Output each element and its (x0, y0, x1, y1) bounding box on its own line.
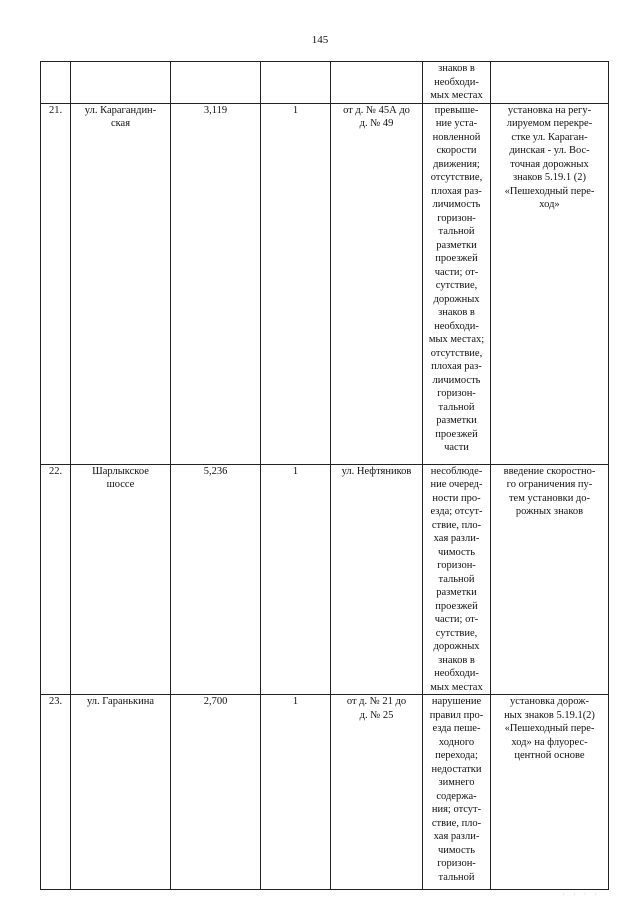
problem-line: движения; (433, 158, 480, 170)
row-number-value: 21. (48, 104, 63, 116)
row-number-value: 23. (48, 696, 63, 707)
section-cell (331, 103, 423, 464)
problem-line: перехода; (435, 750, 478, 761)
row-number-value: 22. (48, 465, 63, 477)
problem-line: необходи- (434, 320, 479, 332)
problem-line: ние уста- (435, 118, 478, 129)
problem-line: мых местах (430, 681, 483, 693)
lanes-cell (261, 103, 331, 464)
problem-line: разметки (436, 415, 477, 426)
problem-cell (423, 103, 491, 464)
measures-line: лируемом перекре- (506, 118, 593, 129)
measures-line: точная дорожных (510, 158, 589, 170)
problem-line: сутствие, (435, 280, 478, 291)
measures-cell (491, 464, 609, 695)
length-value: 5,236 (203, 465, 228, 477)
problem-line: скорости (436, 145, 477, 156)
problem-line: тальной (438, 871, 475, 883)
problem-line: плохая раз- (431, 185, 482, 197)
problem-line: проезжей (435, 600, 478, 612)
problem-line: горизон- (437, 858, 476, 869)
measures-line: го ограничения пу- (506, 479, 593, 490)
lanes-cell (261, 62, 331, 104)
problem-line: несоблюде- (430, 465, 483, 477)
measures-line: ход» на флуорес- (511, 736, 588, 748)
problem-line: горизон- (437, 388, 476, 399)
page-number: 145 (311, 34, 329, 46)
problem-line: ности про- (432, 492, 481, 504)
lanes-cell (261, 464, 331, 695)
problem-line: дорожных (433, 293, 480, 305)
problem-line: отсутствие, (430, 347, 483, 359)
problem-line: тальной (438, 226, 475, 237)
measures-line: ных знаков 5.19.1(2) (504, 709, 595, 721)
measures-line: динская - ул. Вос- (509, 145, 590, 156)
table-row (41, 464, 609, 695)
measures-cell (491, 695, 609, 890)
table-row (41, 62, 609, 104)
street-line: ская (110, 118, 131, 129)
length-cell (171, 103, 261, 464)
problem-line: зимнего (438, 777, 475, 788)
problem-line: разметки (436, 587, 477, 598)
length-value: 3,119 (203, 104, 228, 116)
problem-line: чимость (437, 546, 476, 558)
problem-line: горизон- (437, 560, 476, 571)
problem-line: мых местах (430, 90, 483, 101)
street-cell (71, 695, 171, 890)
section-line: от д. № 45А до (343, 104, 410, 116)
table-row (41, 695, 609, 890)
problem-line: части; от- (434, 614, 479, 625)
section-cell (331, 62, 423, 104)
section-line: д. № 49 (359, 118, 394, 129)
problem-line: нарушение (431, 696, 482, 707)
section-line: от д. № 21 до (346, 696, 407, 707)
measures-line: тем установки до- (508, 492, 591, 504)
problem-line: необходи- (434, 76, 479, 88)
row-number-cell (41, 464, 71, 695)
problem-line: мых местах; (428, 334, 485, 345)
problem-cell (423, 464, 491, 695)
problem-line: недостатки (431, 763, 482, 775)
section-line: ул. Нефтяников (341, 465, 412, 477)
problem-line: ние очеред- (430, 479, 483, 490)
problem-line: езда; отсут- (430, 506, 483, 517)
measures-line: введение скоростно- (503, 465, 596, 477)
problem-line: хая разли- (433, 533, 480, 544)
problem-line: проезжей (435, 428, 478, 440)
row-number-cell (41, 103, 71, 464)
road-safety-table (40, 61, 609, 890)
measures-line: установка дорож- (510, 696, 589, 707)
section-cell (331, 695, 423, 890)
street-line: шоссе (106, 479, 135, 490)
problem-line: тальной (438, 573, 475, 585)
problem-line: личимость (432, 374, 481, 386)
problem-line: разметки (436, 239, 477, 251)
problem-line: тальной (438, 401, 475, 413)
length-cell (171, 62, 261, 104)
lanes-value: 1 (292, 104, 299, 116)
problem-line: хая разли- (433, 831, 480, 842)
lanes-value: 1 (292, 696, 299, 707)
problem-line: дорожных (433, 641, 480, 652)
street-cell (71, 464, 171, 695)
problem-line: ходного (438, 736, 475, 748)
row-number-cell (41, 695, 71, 890)
problem-line: ствие, пло- (431, 519, 482, 531)
row-number-cell (41, 62, 71, 104)
street-line: Шарлыкское (92, 465, 149, 477)
measures-line: рожных знаков (515, 506, 584, 517)
measures-line: стке ул. Караган- (511, 131, 588, 143)
problem-line: части (444, 442, 469, 453)
problem-line: ния; отсут- (431, 804, 482, 815)
section-line: д. № 25 (359, 709, 394, 721)
table-row (41, 103, 609, 464)
measures-line: центной основе (514, 750, 585, 761)
measures-line: знаков 5.19.1 (2) (513, 172, 586, 183)
problem-line: знаков в (438, 654, 475, 666)
scan-artifact: · · · · (562, 890, 600, 899)
problem-cell (423, 62, 491, 104)
street-cell (71, 62, 171, 104)
measures-line: «Пешеходный пере- (504, 723, 595, 734)
measures-cell (491, 62, 609, 104)
section-cell (331, 464, 423, 695)
measures-line: установка на регу- (507, 104, 592, 116)
problem-line: новленной (432, 131, 481, 143)
problem-line: знаков в (438, 307, 475, 318)
measures-line: ход» (539, 199, 560, 210)
problem-line: содержа- (436, 790, 477, 802)
problem-line: чимость (437, 844, 476, 856)
problem-line: правил про- (429, 709, 484, 721)
street-cell (71, 103, 171, 464)
problem-line: отсутствие, (430, 172, 483, 183)
measures-cell (491, 103, 609, 464)
problem-line: знаков в (438, 63, 475, 74)
lanes-cell (261, 695, 331, 890)
length-value: 2,700 (203, 696, 228, 707)
problem-line: личимость (432, 199, 481, 210)
problem-line: горизон- (437, 212, 476, 224)
lanes-value: 1 (292, 465, 299, 477)
problem-line: необходи- (434, 668, 479, 679)
measures-line: «Пешеходный пере- (504, 185, 595, 197)
length-cell (171, 695, 261, 890)
problem-line: части; от- (434, 266, 479, 278)
street-line: ул. Гаранькина (86, 696, 155, 707)
street-line: ул. Карагандин- (84, 104, 157, 116)
problem-line: сутствие, (435, 627, 478, 639)
problem-cell (423, 695, 491, 890)
problem-line: ствие, пло- (431, 817, 482, 829)
problem-line: плохая раз- (431, 361, 482, 372)
problem-line: проезжей (435, 253, 478, 264)
length-cell (171, 464, 261, 695)
problem-line: езда пеше- (432, 723, 481, 734)
problem-line: превыше- (434, 104, 479, 116)
